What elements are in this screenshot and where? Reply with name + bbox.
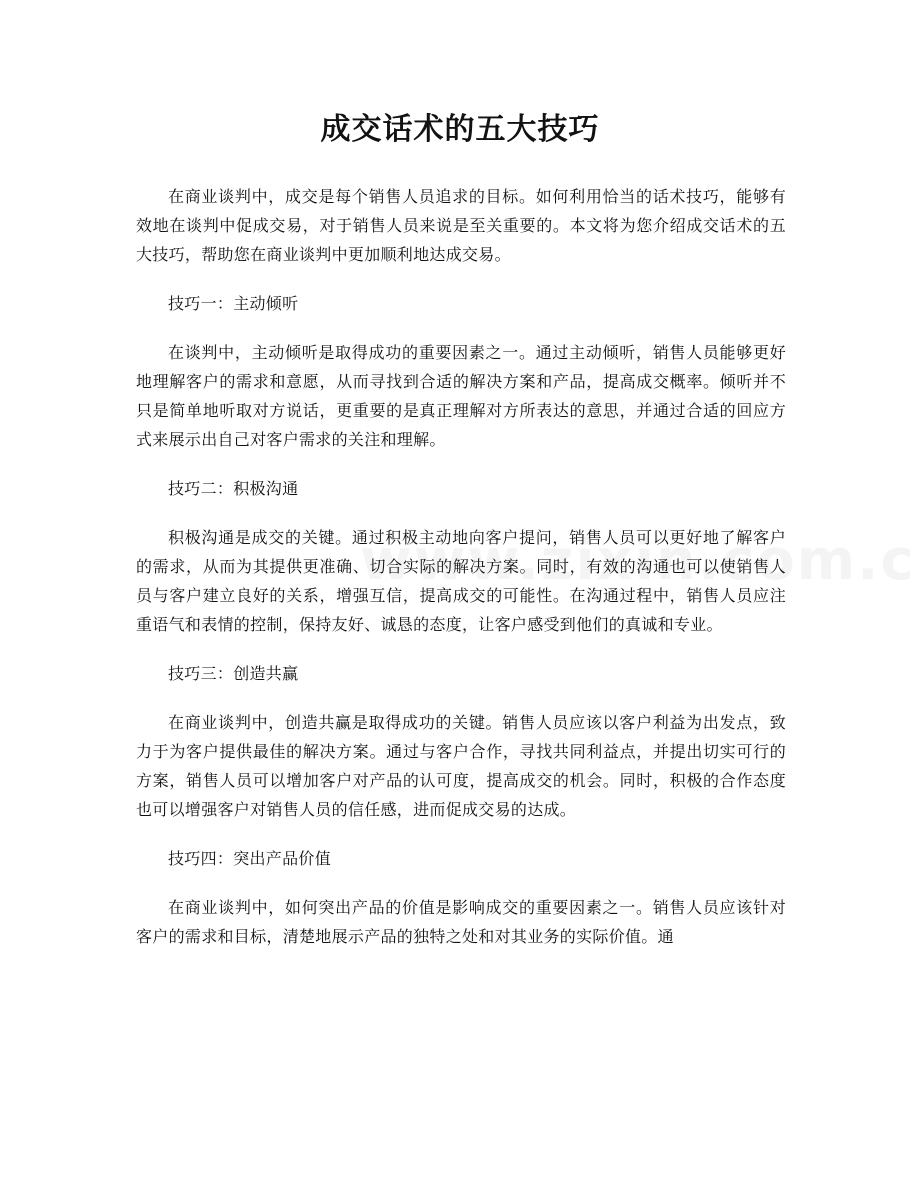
- section-heading-4: 技巧四：突出产品价值: [168, 849, 332, 868]
- section-heading-2: 技巧二：积极沟通: [168, 479, 299, 498]
- section-paragraph-2: 积极沟通是成交的关键。通过积极主动地向客户提问，销售人员可以更好地了解客户的需求，从而为其提供更准确、切合实际的解决方案。同时，有效的沟通也可以使销售人员与客户建立良好的关系，增强互信，提高成交的可能性。在沟通过程中，销售人员应注重语气和表情的控制，保持友好、诚恳的态度，让客户感受到他们的真诚和专业。: [136, 528, 786, 634]
- section-paragraph-4: 在商业谈判中，如何突出产品的价值是影响成交的重要因素之一。销售人员应该针对客户的需求和目标，清楚地展示产品的独特之处和对其业务的实际价值。通: [136, 898, 786, 946]
- intro-paragraph: 在商业谈判中，成交是每个销售人员追求的目标。如何利用恰当的话术技巧，能够有效地在谈判中促成交易，对于销售人员来说是至关重要的。本文将为您介绍成交话术的五大技巧，帮助您在商业谈判中更加顺利地达成交易。: [136, 187, 786, 264]
- section-paragraph-3: 在商业谈判中，创造共赢是取得成功的关键。销售人员应该以客户利益为出发点，致力于为客户提供最佳的解决方案。通过与客户合作，寻找共同利益点，并提出切实可行的方案，销售人员可以增加客户对产品的认可度，提高成交的机会。同时，积极的合作态度也可以增强客户对销售人员的信任感，进而促成交易的达成。: [136, 713, 786, 819]
- section-heading-1: 技巧一：主动倾听: [168, 294, 299, 313]
- section-paragraph-1: 在谈判中，主动倾听是取得成功的重要因素之一。通过主动倾听，销售人员能够更好地理解客户的需求和意愿，从而寻找到合适的解决方案和产品，提高成交概率。倾听并不只是简单地听取对方说话，更重要的是真正理解对方所表达的意思，并通过合适的回应方式来展示出自己对客户需求的关注和理解。: [136, 343, 786, 449]
- document-title: 成交话术的五大技巧: [320, 112, 600, 147]
- document-body: [136, 182, 786, 951]
- section-heading-3: 技巧三：创造共赢: [168, 664, 299, 683]
